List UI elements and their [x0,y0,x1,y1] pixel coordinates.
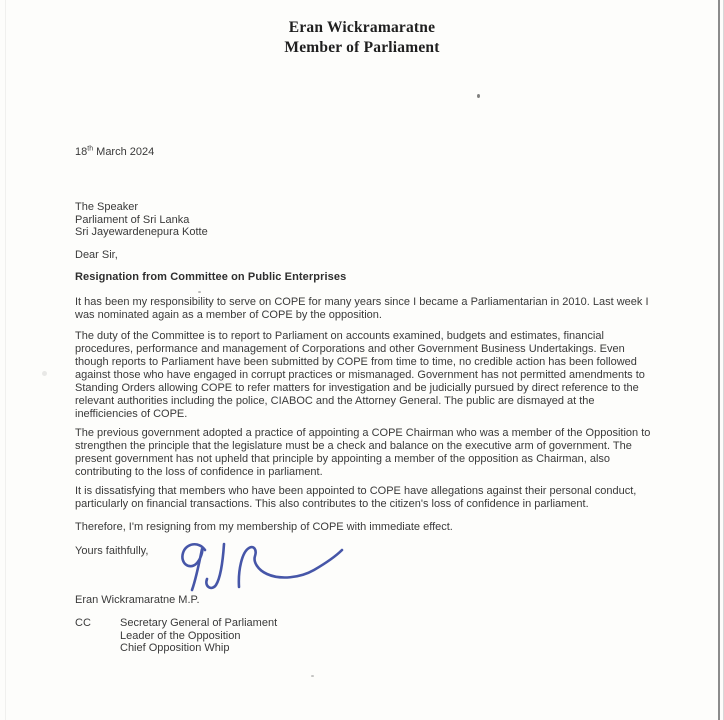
letter-paragraph: The duty of the Committee is to report to Parliament on accounts examined, budgets and estimates, financial procedures, performance and management of Corporations and other Government Business Undertakings. Even though reports to Parliament have been submitted by COPE from time to time, no credible action has been followed against those who have engaged in corrupt practices or mismanaged. Government has not permitted amendments to Standing Orders allowing COPE to refer matters for investigation and be judicially pursued by direct reference to the relevant authorities including the police, CIABOC and the Attorney General. The public are dismayed at the inefficiencies of COPE. [75,330,645,420]
letterhead [0,18,724,58]
closing: Yours faithfully, [75,545,149,557]
letter-paragraph: The previous government adopted a practice of appointing a COPE Chairman who was a member of the Opposition to strengthen the principle that the legislature must be a check and balance on the executive arm of government. The present government has not upheld that principle by appointing a member of the opposition as Chairman, also contributing to the loss of confidence in parliament. [75,427,651,478]
date-ordinal: th [87,145,94,153]
handwritten-signature-icon [168,539,350,597]
cc-label: CC [75,617,91,629]
letterhead-name: Eran Wickramaratne [288,19,436,36]
subject-line: Resignation from Committee on Public Enterprises [75,271,347,283]
scan-speck [42,371,47,376]
recipient-line: Sri Jayewardenepura Kotte [75,226,208,238]
cc-block [75,617,657,655]
letter-paragraph: It has been my responsibility to serve on COPE for many years since I became a Parliamentarian in 2010. Last week I was nominated again as a member of COPE by the opposition. [75,296,649,321]
scan-speck [311,675,314,677]
signer-name: Eran Wickramaratne M.P. [75,594,200,606]
salutation: Dear Sir, [75,249,118,261]
cc-items [120,617,277,655]
cc-item: Chief Opposition Whip [120,642,230,654]
letterhead-title: Member of Parliament [284,39,440,56]
recipient-address [75,201,657,239]
scan-speck [198,291,201,293]
date-rest: March 2024 [93,146,155,158]
letter-paragraph: Therefore, I'm resigning from my membership of COPE with immediate effect. [75,521,453,533]
date-day: 18 [75,146,88,158]
recipient-line: The Speaker [75,201,138,213]
cc-item: Secretary General of Parliament [120,617,278,629]
scan-edge-line [5,0,6,720]
letter-date [75,146,657,159]
scan-speck [477,94,480,98]
letter-paragraph: It is dissatisfying that members who have been appointed to COPE have allegations against their personal conduct, particularly on financial transactions. This also contributes to the citizen's loss of confidence in parliament. [75,485,637,510]
cc-item: Leader of the Opposition [120,629,241,642]
recipient-line: Parliament of Sri Lanka [75,213,190,226]
scan-edge-line [718,0,720,720]
